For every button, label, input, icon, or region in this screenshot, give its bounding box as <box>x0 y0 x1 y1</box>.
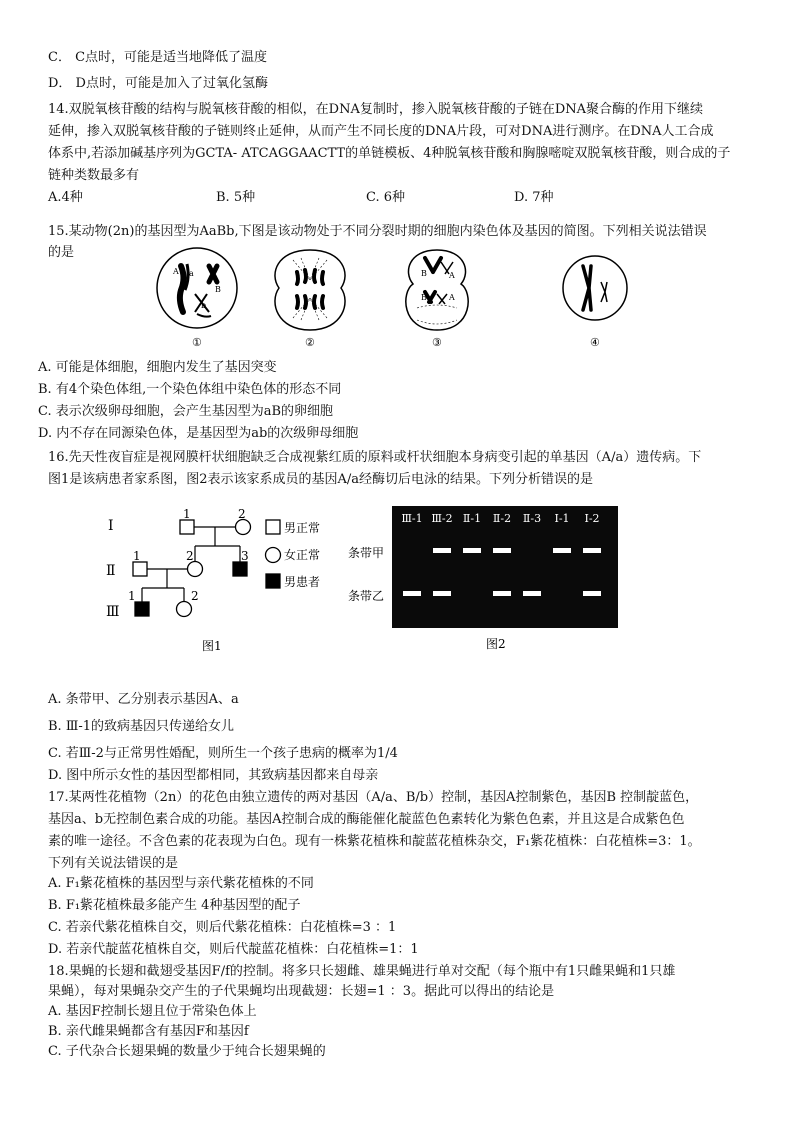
lane-label: Ⅰ-2 <box>584 512 600 525</box>
lane-label: Ⅲ-1 <box>401 512 423 525</box>
num-II-1: 1 <box>133 549 141 563</box>
band-label-yi: 条带乙 <box>348 589 385 603</box>
gene-label-b-1: b <box>201 301 207 310</box>
q13-option-c: C． C点时，可能是适当地降低了温度 <box>48 50 268 65</box>
q16-option-b: B. Ⅲ-1的致病基因只传递给女儿 <box>48 719 235 734</box>
cell-3 <box>406 250 468 330</box>
cell-label-3: ③ <box>432 336 442 349</box>
q14-stem-line-1: 14.双脱氧核苷酸的结构与脱氧核苷酸的相似，在DNA复制时，掺入脱氧核苷酸的子链在DNA聚合酶的作用下继续 <box>48 102 704 117</box>
pedigree-II-1 <box>133 562 147 576</box>
q14-options <box>48 188 748 208</box>
lane-label: Ⅲ-2 <box>431 512 453 525</box>
q14-stem-line-2: 延伸，掺入双脱氧核苷酸的子链则终止延伸，从而产生不同长度的DNA片段，可对DNA进行测序。在DNA人工合成 <box>48 124 714 139</box>
q15-cell-figure <box>155 246 645 352</box>
band-yi <box>523 591 541 596</box>
lane-label: Ⅱ-3 <box>522 512 542 525</box>
q16-option-a: A. 条带甲、乙分别表示基因A、a <box>48 692 239 707</box>
q15-option-b: B. 有4个染色体组,一个染色体组中染色体的形态不同 <box>38 382 342 397</box>
cell-4 <box>563 256 627 320</box>
num-III-1: 1 <box>128 589 136 603</box>
legend-male-normal: 男正常 <box>284 521 321 535</box>
fig2-caption: 图2 <box>486 637 506 651</box>
legend-female-normal-symbol <box>266 548 281 563</box>
legend-male-affected: 男患者 <box>284 575 321 589</box>
q17-stem-line-1: 17.某两性花植物（2n）的花色由独立遗传的两对基因（A/a、B/b）控制，基因A控制紫色，基因B 控制靛蓝色， <box>48 790 699 805</box>
q15-stem-line-1: 15.某动物(2n)的基因型为AaBb,下图是该动物处于不同分裂时期的细胞内染色体及基因的简图。下列相关说法错误 <box>48 224 707 239</box>
lane-label: Ⅱ-1 <box>462 512 482 525</box>
band-yi <box>433 591 451 596</box>
q17-stem-line-3: 素的唯一途径。不含色素的花表现为白色。现有一株紫花植株和靛蓝花植株杂交，F₁紫花植株：白花植株=3：1。 <box>48 834 701 849</box>
band-jia <box>433 548 451 553</box>
gene-label-a-1: a <box>189 269 194 278</box>
q15-option-d: D. 内不存在同源染色体，是基因型为ab的次级卵母细胞 <box>38 426 359 441</box>
pedigree-III-1 <box>135 602 149 616</box>
band-jia <box>493 548 511 553</box>
num-II-2: 2 <box>186 549 194 563</box>
lane-label: Ⅱ-2 <box>492 512 512 525</box>
q16-option-d: D. 图中所示女性的基因型都相同，其致病基因都来自母亲 <box>48 768 379 783</box>
cell-label-2: ② <box>305 336 315 349</box>
q16-stem-line-2: 图1是该病患者家系图，图2表示该家系成员的基因A/a经酶切后电泳的结果。下列分析错误的是 <box>48 472 594 487</box>
band-jia <box>463 548 481 553</box>
q16-fig2-electrophoresis <box>340 500 620 660</box>
pedigree-III-2 <box>177 602 192 617</box>
q17-stem-line-2: 基因a、b无控制色素合成的功能。基因A控制合成的酶能催化靛蓝色色素转化为紫色色素，并且这是合成紫色色 <box>48 812 685 827</box>
pedigree-II-3 <box>233 562 247 576</box>
gene-label-B-1: B <box>215 285 221 294</box>
q18-option-c: C. 子代杂合长翅果蝇的数量少于纯合长翅果蝇的 <box>48 1044 326 1059</box>
legend-male-affected-symbol <box>266 574 280 588</box>
q14-option-c: C. 6种 <box>366 190 406 205</box>
q15-option-a: A. 可能是体细胞，细胞内发生了基因突变 <box>38 360 277 375</box>
generation-label-I: Ⅰ <box>108 518 114 534</box>
gene-label-A-3a: A <box>449 271 455 280</box>
generation-label-III: Ⅲ <box>106 604 120 620</box>
legend-male-normal-symbol <box>266 520 280 534</box>
gene-label-A-3b: A <box>449 293 455 302</box>
q17-option-b: B. F₁紫花植株最多能产生 4种基因型的配子 <box>48 898 301 913</box>
q14-option-d: D. 7种 <box>514 190 554 205</box>
cell-1 <box>157 248 237 328</box>
num-I-1: 1 <box>183 507 191 521</box>
pedigree-I-1 <box>180 520 194 534</box>
cell-2 <box>275 250 345 330</box>
cell-label-4: ④ <box>590 336 600 349</box>
fig1-caption: 图1 <box>202 639 222 653</box>
q18-stem-line-1: 18.果蝇的长翅和截翅受基因F/f的控制。将多只长翅雌、雄果蝇进行单对交配（每个瓶中有1只雌果蝇和1只雄 <box>48 964 676 979</box>
q16-option-c: C. 若Ⅲ-2与正常男性婚配，则所生一个孩子患病的概率为1/4 <box>48 746 398 761</box>
q14-stem-line-4: 链种类数最多有 <box>48 168 140 183</box>
q15-option-c: C. 表示次级卵母细胞，会产生基因型为aB的卵细胞 <box>38 404 334 419</box>
band-yi <box>493 591 511 596</box>
q17-stem-line-4: 下列有关说法错误的是 <box>48 856 179 871</box>
num-III-2: 2 <box>191 589 199 603</box>
q13-option-d: D． D点时，可能是加入了过氧化氢酶 <box>48 76 268 91</box>
q18-stem-line-2: 果蝇），每对果蝇杂交产生的子代果蝇均出现截翅：长翅=1 ：3。据此可以得出的结论是 <box>48 984 555 999</box>
q16-fig1-pedigree <box>100 500 340 660</box>
num-I-2: 2 <box>238 507 246 521</box>
band-label-jia: 条带甲 <box>348 546 385 560</box>
q17-option-d: D. 若亲代靛蓝花植株自交，则后代靛蓝花植株：白花植株=1：1 <box>48 942 419 957</box>
gene-label-B-3a: B <box>421 269 427 278</box>
q16-stem-line-1: 16.先天性夜盲症是视网膜杆状细胞缺乏合成视紫红质的原料或杆状细胞本身病变引起的单基因（A/a）遗传病。下 <box>48 450 702 465</box>
band-yi <box>403 591 421 596</box>
pedigree-II-2 <box>188 562 203 577</box>
q14-option-b: B. 5种 <box>216 190 256 205</box>
q14-option-a: A.4种 <box>48 190 83 205</box>
gene-label-A-1: A <box>173 267 179 276</box>
legend-female-normal: 女正常 <box>284 548 321 562</box>
band-yi <box>583 591 601 596</box>
q17-option-c: C. 若亲代紫花植株自交，则后代紫花植株：白花植株=3 ：1 <box>48 920 397 935</box>
q15-stem-line-2: 的是 <box>48 245 75 260</box>
q14-stem-line-3: 体系中,若添加碱基序列为GCTA- ATCAGGAACTT的单链模板、4种脱氧核苷酸和胸腺嘧啶双脱氧核苷酸，则合成的子 <box>48 146 731 161</box>
q17-option-a: A. F₁紫花植株的基因型与亲代紫花植株的不同 <box>48 876 314 891</box>
generation-label-II: Ⅱ <box>106 563 116 579</box>
band-jia <box>583 548 601 553</box>
gene-label-B-3b: B <box>421 293 427 302</box>
lane-label: Ⅰ-1 <box>554 512 570 525</box>
cell-label-1: ① <box>192 336 202 349</box>
num-II-3: 3 <box>241 549 249 563</box>
band-jia <box>553 548 571 553</box>
pedigree-I-2 <box>236 520 251 535</box>
q18-option-a: A. 基因F控制长翅且位于常染色体上 <box>48 1004 257 1019</box>
q18-option-b: B. 亲代雌果蝇都含有基因F和基因f <box>48 1024 249 1039</box>
